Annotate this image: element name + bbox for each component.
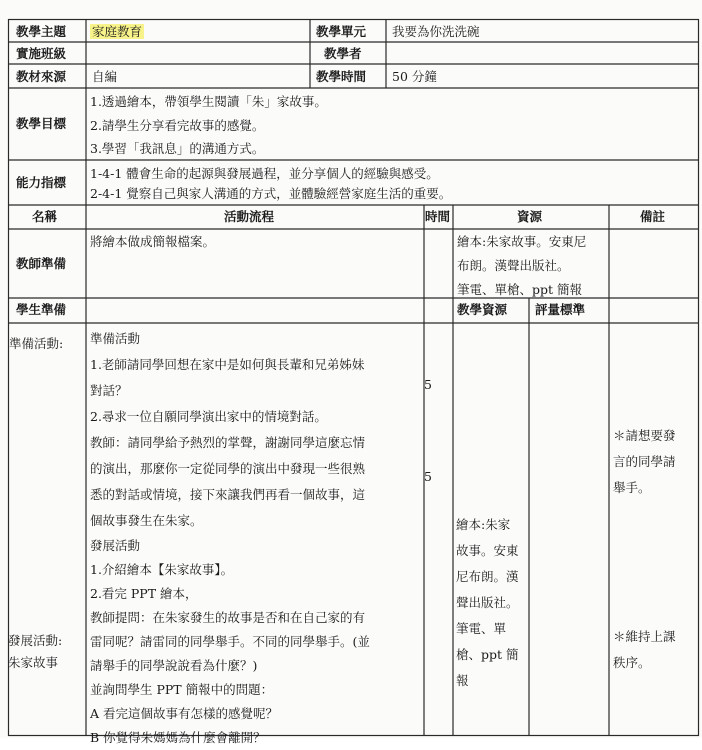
column-notes: 備註 — [640, 209, 666, 224]
resource-line: 筆電、單 — [456, 621, 507, 636]
resource-line: 筆電、單槍、ppt 簡報 — [457, 282, 583, 297]
activity-line: 教師：請同學給予熱烈的掌聲，謝謝同學這麼忘情 — [90, 435, 366, 450]
prep-time-1: 5 — [424, 377, 432, 392]
activity-line: A 看完這個故事有怎樣的感覺呢？ — [90, 706, 279, 721]
teacher-label: 教學者 — [324, 46, 362, 61]
resource-line: 繪本:朱家 — [456, 517, 511, 532]
activity-line: 1.老師請同學回想在家中是如何與長輩和兄弟姊妹 — [90, 357, 365, 372]
resource-line: 布朗。漢聲出版社。 — [457, 258, 570, 273]
column-name: 名稱 — [32, 209, 58, 224]
goals-list — [90, 90, 327, 161]
note-line: ＊維持上課 — [613, 629, 676, 644]
goal-item: 1.透過繪本，帶領學生閱讀「朱」家故事。 — [90, 94, 327, 109]
topic-value-text: 家庭教育 — [92, 24, 143, 39]
note-line: 舉手。 — [613, 480, 651, 495]
dev-activity-label-2: 朱家故事 — [8, 655, 59, 670]
dev-activity-label-1: 發展活動: — [8, 633, 63, 648]
activity-line: 對話？ — [90, 383, 128, 398]
activity-line: 並詢問學生 PPT 簡報中的問題： — [90, 682, 274, 697]
unit-value: 我要為你洗洗碗 — [392, 24, 480, 39]
activity-line: 準備活動 — [90, 331, 141, 346]
prep-activity-lines — [90, 326, 365, 534]
goals-label: 教學目標 — [16, 116, 67, 131]
time-label: 教學時間 — [316, 69, 367, 84]
activity-line: 雷同呢？請雷同的同學舉手。不同的同學舉手。(並 — [90, 634, 370, 649]
resource-line: 故事。安東 — [456, 543, 519, 558]
class-label: 實施班級 — [16, 46, 67, 61]
note-line: 言的同學請 — [613, 454, 676, 469]
prep-activity-label: 準備活動: — [9, 336, 64, 351]
student-prep-label: 學生準備 — [16, 302, 67, 317]
unit-label: 教學單元 — [316, 24, 367, 39]
activity-line: 個故事發生在朱家。 — [90, 513, 203, 528]
goal-item: 3.學習「我訊息」的溝通方式。 — [90, 141, 265, 156]
ability-item: 1-4-1 體會生命的起源與發展過程，並分享個人的經驗與感受。 — [90, 166, 439, 181]
activity-line: B 你覺得朱媽媽為什麼會離開？ — [90, 730, 266, 745]
ability-item: 2-4-1 覺察自己與家人溝通的方式，並體驗經營家庭生活的重要。 — [90, 186, 452, 201]
time-value: 50 分鐘 — [392, 69, 437, 84]
abilities-label: 能力指標 — [16, 175, 67, 190]
column-process: 活動流程 — [224, 209, 275, 224]
activity-line: 2.看完 PPT 繪本， — [90, 586, 198, 601]
resources-subheader: 教學資源 — [457, 302, 508, 317]
source-value: 自編 — [92, 69, 118, 84]
resource-line: 報 — [456, 673, 469, 688]
topic-value — [90, 24, 144, 40]
resource-line: 聲出版社。 — [456, 595, 519, 610]
resource-line: 尼布朗。漢 — [456, 569, 519, 584]
abilities-list — [90, 164, 451, 204]
note-line: ＊請想要發 — [613, 428, 676, 443]
column-resources: 資源 — [517, 209, 543, 224]
activity-line: 的演出，那麼你一定從同學的演出中發現一些很熟 — [90, 461, 366, 476]
teacher-prep-label: 教師準備 — [16, 256, 67, 271]
activity-line: 2.尋求一位自願同學演出家中的情境對話。 — [90, 409, 327, 424]
activity-line: 請舉手的同學說說看為什麼？) — [90, 658, 258, 673]
topic-label: 教學主題 — [16, 24, 67, 39]
activity-line: 發展活動 — [90, 538, 141, 553]
activity-line: 1.介紹繪本【朱家故事】。 — [90, 562, 234, 577]
dev-resources — [456, 512, 519, 694]
prep-time-2: 5 — [424, 469, 432, 484]
goal-item: 2.請學生分享看完故事的感覺。 — [90, 117, 265, 133]
activity-line: 教師提問：在朱家發生的故事是否和在自己家的有 — [90, 610, 366, 625]
teacher-prep-content: 將繪本做成簡報檔案。 — [90, 234, 216, 249]
prep-notes — [613, 423, 676, 501]
dev-activity-lines — [90, 534, 370, 750]
dev-notes — [613, 624, 676, 676]
teacher-prep-resources — [457, 230, 586, 302]
resource-line: 繪本:朱家故事。安東尼 — [457, 234, 587, 249]
activity-line: 悉的對話或情境，接下來讓我們再看一個故事，這 — [90, 487, 366, 502]
evaluation-subheader: 評量標準 — [535, 302, 586, 317]
resource-line: 槍、ppt 簡 — [456, 647, 519, 662]
source-label: 教材來源 — [16, 69, 67, 84]
column-time: 時間 — [425, 209, 451, 224]
note-line: 秩序。 — [613, 655, 651, 670]
